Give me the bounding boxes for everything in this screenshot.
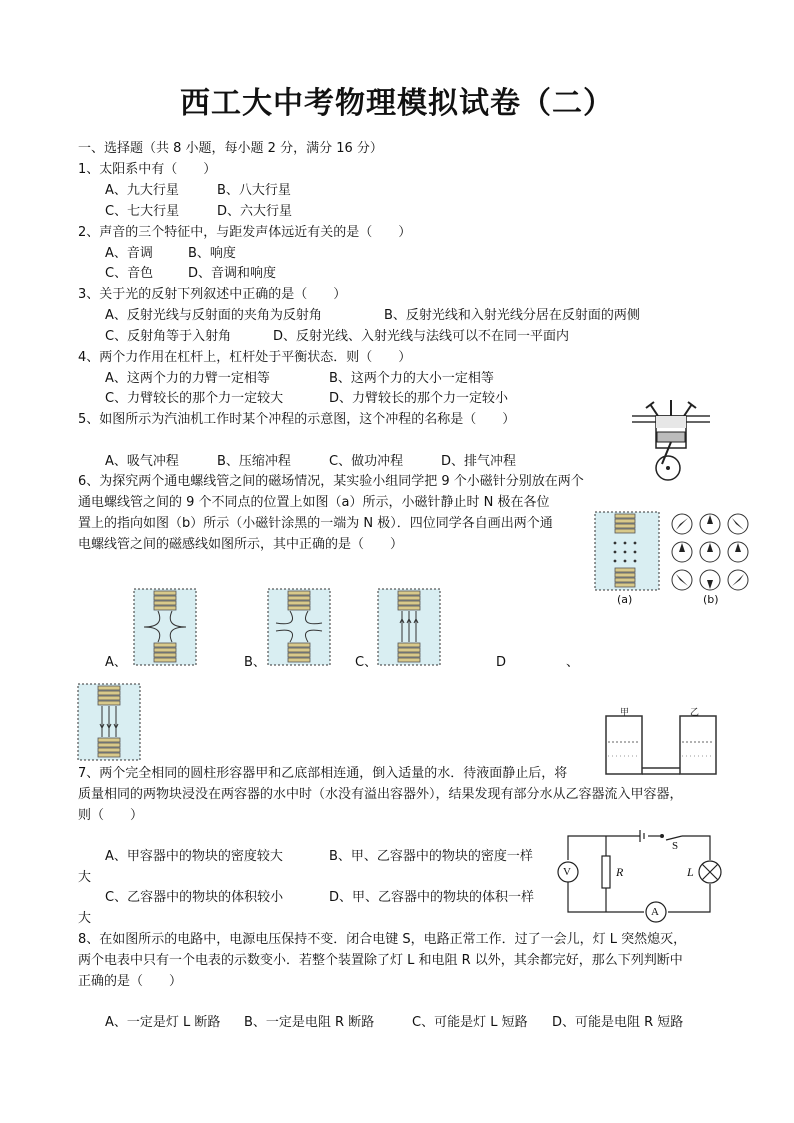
q4-stem: 4、两个力作用在杠杆上，杠杆处于平衡状态．则（ ）	[78, 350, 412, 365]
q6-line-4: 电螺线管之间的磁感线如图所示，其中正确的是（ ）	[78, 537, 404, 552]
q5-stem: 5、如图所示为汽油机工作时某个冲程的示意图，这个冲程的名称是（ ）	[78, 412, 516, 427]
q6-line-1: 6、为探究两个通电螺线管之间的磁场情况，某实验小组同学把 9 个小磁针分别放在两个	[78, 474, 584, 489]
q1-option-a: A、九大行星	[105, 183, 179, 198]
switch-label: S	[672, 840, 679, 852]
q6-option-b: B、	[244, 655, 266, 670]
voltmeter-label: V	[563, 866, 571, 878]
q3-option-b: B、反射光线和入射光线分居在反射面的两侧	[384, 308, 640, 323]
resistor-label: R	[616, 865, 624, 879]
connected-containers-figure	[604, 708, 718, 776]
q8-line-3: 正确的是（ ）	[78, 974, 183, 989]
q4-option-c: C、力臂较长的那个力一定较大	[105, 391, 284, 406]
q5-option-a: A、吸气冲程	[105, 454, 179, 469]
q7-line-3: 则（ ）	[78, 808, 144, 823]
section-heading: 一、选择题（共 8 小题，每小题 2 分，满分 16 分）	[78, 141, 383, 156]
q3-option-c: C、反射角等于入射角	[105, 329, 232, 344]
q8-line-2: 两个电表中只有一个电表的示数变小．若整个装置除了灯 L 和电阻 R 以外，其余都完好，那么下列判断中	[78, 953, 683, 968]
q5-option-b: B、压缩冲程	[217, 454, 291, 469]
lamp-label: L	[687, 865, 694, 879]
ammeter-label: A	[651, 906, 659, 918]
q7-option-d: D、甲、乙容器中的物块的体积一样	[329, 890, 535, 905]
engine-stroke-figure	[632, 398, 712, 488]
q7-option-b: B、甲、乙容器中的物块的密度一样	[329, 849, 533, 864]
q6-option-a: A、	[105, 655, 127, 670]
option-a-field-figure	[134, 589, 196, 665]
q5-option-c: C、做功冲程	[329, 454, 404, 469]
option-b-field-figure	[268, 589, 330, 665]
q7-option-d-wrap: 大	[78, 911, 92, 926]
q7-line-2: 质量相同的两物块浸没在两容器的水中时（水没有溢出容器外），结果发现有部分水从乙容器流入甲容器，	[78, 787, 683, 802]
q7-option-c: C、乙容器中的物块的体积较小	[105, 890, 284, 905]
q6-line-2: 通电螺线管之间的 9 个不同点的位置上如图（a）所示，小磁针静止时 N 极在各位	[78, 495, 550, 510]
option-d-field-figure	[78, 684, 140, 760]
q3-stem: 3、关于光的反射下列叙述中正确的是（ ）	[78, 287, 347, 302]
q2-option-d: D、音调和响度	[188, 266, 277, 281]
q1-option-b: B、八大行星	[217, 183, 291, 198]
q1-option-c: C、七大行星	[105, 204, 180, 219]
q6-line-3: 置上的指向如图（b）所示（小磁针涂黑的一端为 N 极）．四位同学各自画出两个通	[78, 516, 553, 531]
q1-option-d: D、六大行星	[217, 204, 293, 219]
page-title: 西工大中考物理模拟试卷（二）	[180, 86, 614, 121]
figure-a-solenoids	[595, 512, 659, 592]
q3-option-d: D、反射光线、入射光线与法线可以不在同一平面内	[273, 329, 570, 344]
q4-option-b: B、这两个力的大小一定相等	[329, 371, 494, 386]
q1-stem: 1、太阳系中有（ ）	[78, 162, 217, 177]
q6-option-d: D	[496, 655, 507, 670]
q2-option-a: A、音调	[105, 246, 153, 261]
q2-option-c: C、音色	[105, 266, 154, 281]
q8-line-1: 8、在如图所示的电路中，电源电压保持不变．闭合电键 S，电路正常工作．过了一会儿，灯 L 突然熄灭，	[78, 932, 687, 947]
q7-option-a: A、甲容器中的物块的密度较大	[105, 849, 283, 864]
figure-b-label: (b)	[703, 593, 719, 606]
q6-option-c: C、	[355, 655, 378, 670]
circuit-figure	[556, 826, 724, 926]
container-yi-label: 乙	[690, 708, 700, 718]
figure-b-compasses	[668, 512, 752, 592]
q7-option-b-wrap: 大	[78, 870, 92, 885]
q4-option-a: A、这两个力的力臂一定相等	[105, 371, 270, 386]
q2-stem: 2、声音的三个特征中，与距发声体远近有关的是（ ）	[78, 225, 412, 240]
q2-option-b: B、响度	[188, 246, 236, 261]
option-c-field-figure	[378, 589, 440, 665]
q8-option-a: A、一定是灯 L 断路	[105, 1015, 221, 1030]
q5-option-d: D、排气冲程	[441, 454, 517, 469]
q8-option-b: B、一定是电阻 R 断路	[244, 1015, 375, 1030]
q6-option-d-separator: 、	[566, 655, 580, 670]
q3-option-a: A、反射光线与反射面的夹角为反射角	[105, 308, 322, 323]
q7-line-1: 7、两个完全相同的圆柱形容器甲和乙底部相连通，倒入适量的水．待液面静止后，将	[78, 766, 568, 781]
q4-option-d: D、力臂较长的那个力一定较小	[329, 391, 509, 406]
container-jia-label: 甲	[620, 708, 630, 718]
q8-option-d: D、可能是电阻 R 短路	[552, 1015, 684, 1030]
q8-option-c: C、可能是灯 L 短路	[412, 1015, 528, 1030]
figure-a-label: (a)	[617, 593, 633, 606]
